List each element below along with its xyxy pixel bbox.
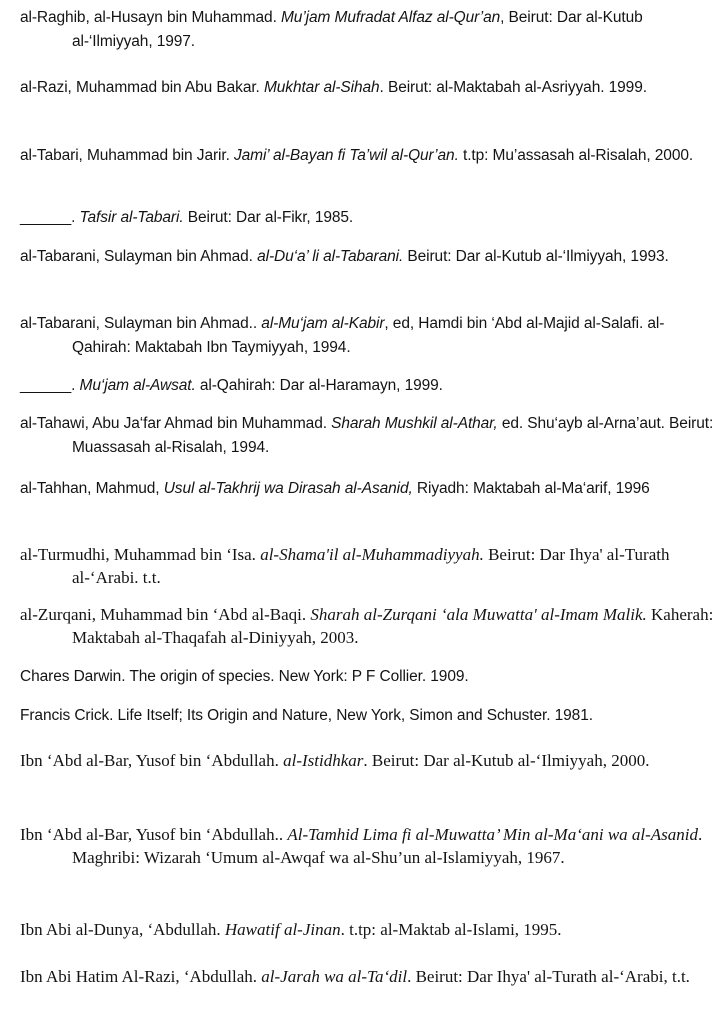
entry-publication: Kaherah: Maktabah al-Thaqafah al-Diniyyah, 2003. [72,605,714,647]
bibliography-entry [20,206,714,230]
bibliography-entry [20,312,714,360]
bibliography-entry [20,412,714,460]
entry-publication: al-Qahirah: Dar al-Haramayn, 1999. [195,377,443,394]
bibliography-entry [20,749,714,772]
entry-publication: Beirut: Dar Ihya' al-Turath al-‘Arabi. t.t. [72,545,670,587]
entry-title: al-Mu‘jam al-Kabir [261,315,385,332]
bibliography-entry [20,965,714,988]
bibliography-entry [20,144,714,168]
entry-author: Ibn ‘Abd al-Bar, Yusof bin ‘Abdullah.. [20,825,288,844]
entry-author: al-Zurqani, Muhammad bin ‘Abd al-Baqi. [20,605,311,624]
bibliography-entry [20,665,714,689]
entry-author: al-Raghib, al-Husayn bin Muhammad. [20,9,281,26]
entry-title: Mukhtar al-Sihah [263,79,380,96]
entry-author: al-Tahhan, Mahmud, [20,480,164,497]
bibliography-entry [20,603,714,649]
bibliography-entry [20,543,714,589]
bibliography-entry [20,6,714,54]
entry-publication: Beirut: Dar al-Kutub al-‘Ilmiyyah, 1993. [403,248,669,265]
entry-author: al-Tabarani, Sulayman bin Ahmad.. [20,315,262,332]
bibliography-entry [20,477,714,501]
entry-publication: . Maghribi: Wizarah ‘Umum al-Awqaf wa al-Shu’un al-Islamiyyah, 1967. [72,825,703,867]
entry-title: Al-Tamhid Lima fi al-Muwatta’ Min al-Ma‘ani wa al-Asanid [287,825,699,844]
bibliography-entry [20,245,714,269]
entry-publication: . Beirut: Dar Ihya' al-Turath al-‘Arabi, t.t. [407,967,690,986]
entry-title: Mu‘jam al-Awsat. [79,377,196,394]
entry-author: Francis Crick. Life Itself; Its Origin and Nature, New York, Simon and Schuster. 1981. [20,707,593,724]
entry-author: Chares Darwin. The origin of species. New York: P F Collier. 1909. [20,668,469,685]
entry-author: Ibn Abi al-Dunya, ‘Abdullah. [20,920,225,939]
entry-author: al-Tahawi, Abu Ja‘far Ahmad bin Muhammad. [20,415,332,432]
entry-publication: , ed, Hamdi bin ‘Abd al-Majid al-Salafi. al-Qahirah: Maktabah Ibn Taymiyyah, 1994. [72,315,665,356]
entry-publication: , Beirut: Dar al-Kutub al-‘Ilmiyyah, 1997. [72,9,643,50]
entry-publication: Riyadh: Maktabah al-Ma‘arif, 1996 [412,480,650,497]
entry-title: al-Shama'il al-Muhammadiyyah. [260,545,484,564]
entry-publication: t.tp: Mu’assasah al-Risalah, 2000. [458,147,694,164]
bibliography-entry [20,374,714,398]
entry-author: ______. [20,209,80,226]
entry-title: Mu’jam Mufradat Alfaz al-Qur’an [280,9,501,26]
entry-author: al-Tabari, Muhammad bin Jarir. [20,147,234,164]
entry-publication: . Beirut: al-Maktabah al-Asriyyah. 1999. [379,79,647,96]
entry-author: Ibn ‘Abd al-Bar, Yusof bin ‘Abdullah. [20,751,284,770]
entry-title: Tafsir al-Tabari. [79,209,184,226]
bibliography-entry [20,823,714,869]
entry-publication: . t.tp: al-Maktab al-Islami, 1995. [340,920,562,939]
bibliography-entry [20,704,714,728]
entry-author: al-Tabarani, Sulayman bin Ahmad. [20,248,258,265]
entry-publication: ed. Shu‘ayb al-Arna’aut. Beirut: Muassasah al-Risalah, 1994. [72,415,714,456]
entry-publication: . Beirut: Dar al-Kutub al-‘Ilmiyyah, 2000. [363,751,650,770]
entry-author: Ibn Abi Hatim Al-Razi, ‘Abdullah. [20,967,262,986]
entry-title: al-Du‘a’ li al-Tabarani. [257,248,404,265]
entry-author: ______. [20,377,80,394]
entry-title: Usul al-Takhrij wa Dirasah al-Asanid, [163,480,413,497]
entry-author: al-Razi, Muhammad bin Abu Bakar. [20,79,264,96]
entry-title: al-Istidhkar [283,751,364,770]
entry-title: Sharah al-Zurqani ‘ala Muwatta' al-Imam Malik. [310,605,647,624]
entry-title: Jami’ al-Bayan fi Ta’wil al-Qur’an. [233,147,459,164]
bibliography-entry [20,76,714,100]
entry-title: Sharah Mushkil al-Athar, [331,415,498,432]
entry-publication: Beirut: Dar al-Fikr, 1985. [183,209,354,226]
bibliography-entry [20,918,714,941]
entry-title: al-Jarah wa al-Ta‘dil [261,967,408,986]
entry-author: al-Turmudhi, Muhammad bin ‘Isa. [20,545,261,564]
entry-title: Hawatif al-Jinan [224,920,341,939]
